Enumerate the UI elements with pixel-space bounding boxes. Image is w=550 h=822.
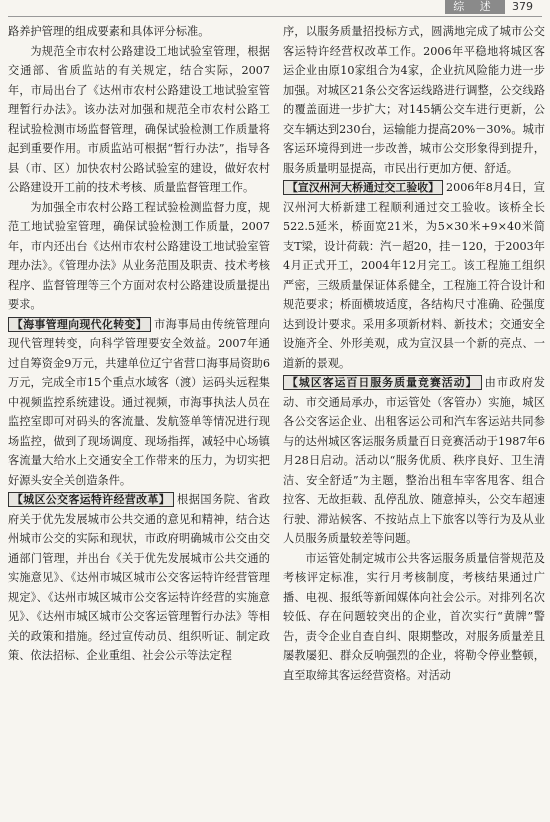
paragraph-body: 由市政府发动、市交通局承办，市运管处（客管办）实施，城区各公交客运企业、出租客运公司和汽车客运站共同参与的达州城区客运服务质量百日竞赛活动于1987年6月28日启动。活动以“服务优质、秩序良好、卫生清洁、安全舒适”为主题，整治出租车宰客甩客、组合拉客、无故拒载、乱停乱放、随意掉头，公交车超速行驶、滞站候客、不按站点上下旅客以等行为及从业人员服务质量较差等问题。 [283, 376, 545, 545]
section-title: 综 述 [453, 0, 497, 13]
section-heading: 【城区客运百日服务质量竞赛活动】 [283, 375, 482, 390]
header-divider [8, 16, 542, 17]
paragraph: 路养护管理的组成要素和具体评分标准。 [8, 25, 210, 38]
paragraph-body: 2006年8月4日，宣汉州河大桥新建工程顺利通过交工验收。该桥全长522.5延米，桥面宽21米，为5×30米+9×40米简支T梁，设计荷载：汽－超20，挂－120，于2003年4月正式开工，2004年12月完工。该工程施工组织严密，三级质量保证体系健全，工程施工符合设计和规范要求；桥面横坡适度，各结构尺寸准确、砼强度达到设计要求。采用多项新材料、新技术；交通安全设施齐全、外形美观，成为宣汉县一个新的亮点、一道新的景观。 [283, 181, 545, 370]
paragraph-body: 根据国务院、省政府关于优先发展城市公共交通的意见和精神，结合达州城市公交的实际和现状，市政府明确城市公交由交通部门管理，并出台《关于优先发展城市公共交通的实施意见》、《达州市城区城市公交客运特许经营管理规定》、《达州市城区城市公交客运特许经营的实施意见》、《达州市城区城市公交客运管理暂行办法》等相关的政策和措施。经过宣传动员、组织听证、制定政策、依法招标、企业重组、社会公示等法定程 [8, 493, 270, 662]
article-section [8, 490, 270, 666]
article-section [283, 373, 545, 549]
section-heading: 【城区公交客运特许经营改革】 [8, 492, 174, 507]
paragraph: 市运管处制定城市公共客运服务质量信誉规范及考核评定标准，实行月考核制度，考核结果通过广播、电视、报纸等新闻媒体向社会公示。对排列名次较低、存在问题较突出的企业，首次实行“黄牌”警告，责令企业自查自纠、限期整改，对服务质量差且屡教屡犯、群众反响强烈的企业，将勒令停业整顿，直至取缔其客运经营资格。对活动 [283, 551, 545, 682]
section-heading: 【海事管理向现代化转变】 [8, 317, 151, 332]
paragraph: 为加强全市农村公路工程试验检测监督力度，规范工地试验室管理，确保试验检测工作质量，2007年，市内还出台《达州市农村公路建设工地试验室管理办法》。《管理办法》从业务范围及职责、技术考核程序、监督管理等三个方面对农村公路建设质量提出要求。 [8, 200, 270, 311]
paragraph: 序，以服务质量招投标方式，圆满地完成了城市公交客运特许经营权改革工作。2006年平稳地将城区客运企业由原10家组合为4家，企业抗风险能力进一步加强。对城区21条公交客运线路进行调整，公交线路的覆盖面进一步扩大；对145辆公交车进行更新，公交车辆达到230台，运输能力提高20%－30%。城市客运环境得到进一步改善，城市公交形象得到提升，服务质量明显提高，市民出行更加方便、舒适。 [283, 25, 545, 175]
page-header [0, 0, 550, 16]
section-heading: 【宣汉州河大桥通过交工验收】 [283, 180, 443, 195]
page-number: 379 [512, 0, 533, 13]
paragraph-body: 市海事局由传统管理向现代管理转变，向科学管理要安全效益。2007年通过自筹资金9万元，共建单位辽宁省营口海事局资助6万元，完成全市15个重点水域客（渡）运码头远程集中视频监控系统建设。通过视频，市海事执法人员在监控室即可对码头的客流量、发航签单等情况进行现场监控，做到了现场调度、现场指挥，减轻中心场镇客流量大给水上交通安全工作带来的压力，为切实把好源头安全关创造条件。 [8, 317, 270, 487]
paragraph: 为规范全市农村公路建设工地试验室管理，根据交通部、省质监站的有关规定，结合实际，2007年，市局出台了《达州市农村公路建设工地试验室管理暂行办法》。该办法对加强和规范全市农村公路工程试验检测市场监督管理，确保试验检测工作质量将起到重要作用。市质监站可根据“暂行办法”，指导各县（市、区）加快农村公路试验室的建设，做好农村公路建设开工前的技术考核、质量监督管理工作。 [8, 44, 270, 194]
left-column [8, 22, 270, 666]
right-column [283, 22, 545, 685]
article-section [8, 315, 270, 491]
article-section [283, 178, 545, 373]
